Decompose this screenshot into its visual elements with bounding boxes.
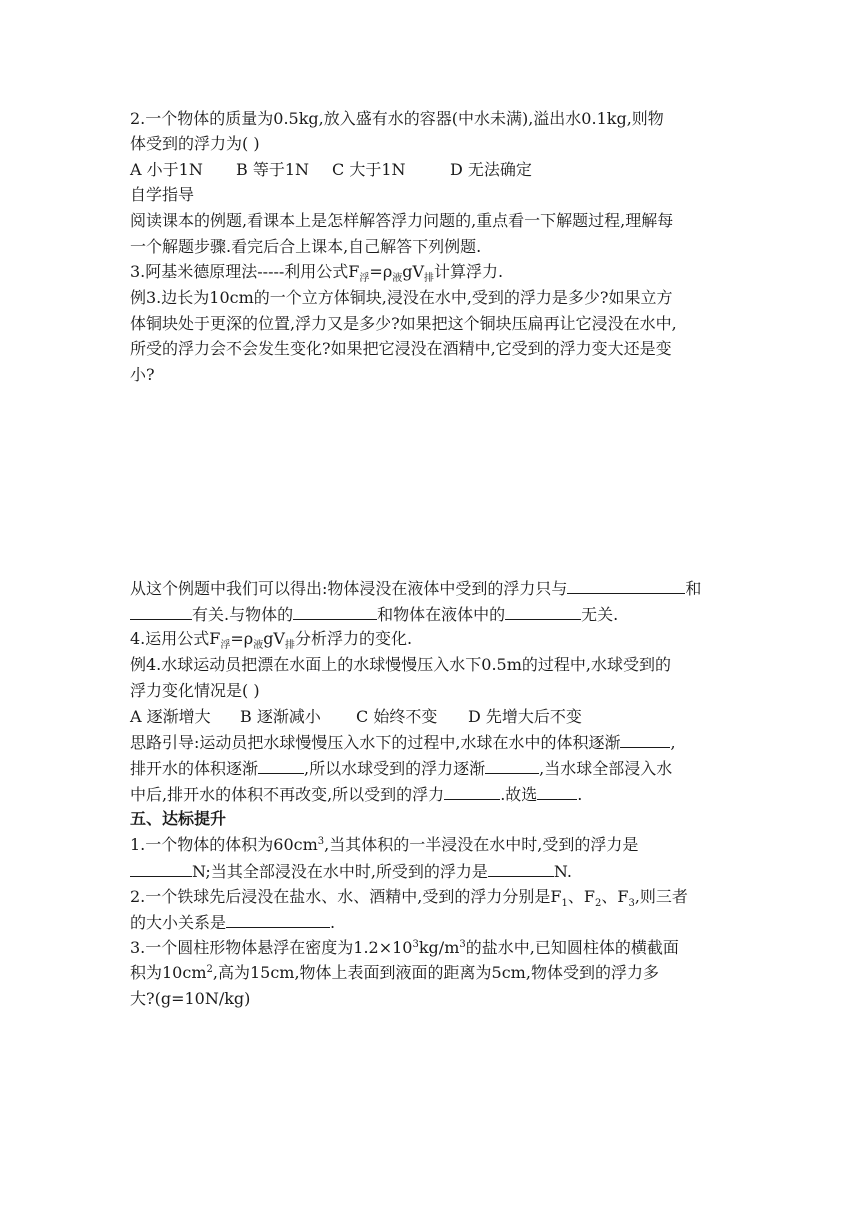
answer-blank[interactable] bbox=[537, 784, 577, 800]
section5-title: 五、达标提升 bbox=[130, 809, 227, 828]
hint-line1: 思路引导:运动员把水球慢慢压入水下的过程中,水球在水中的体积逐渐 , bbox=[130, 733, 676, 752]
answer-blank[interactable] bbox=[620, 732, 670, 748]
q2-line2: 体受到的浮力为( ) bbox=[130, 134, 260, 153]
p3-line3: 大?(g=10N/kg) bbox=[130, 989, 251, 1008]
q2-option-c: C 大于1N bbox=[332, 160, 406, 179]
hint-line2: 排开水的体积逐渐 ,所以水球受到的浮力逐渐 ,当水球全部浸入水 bbox=[130, 759, 673, 778]
self-study-line1: 阅读课本的例题,看课本上是怎样解答浮力问题的,重点看一下解题过程,理解每 bbox=[130, 211, 674, 230]
answer-blank[interactable] bbox=[505, 604, 581, 620]
answer-blank[interactable] bbox=[293, 604, 377, 620]
conclusion-line1: 从这个例题中我们可以得出:物体浸没在液体中受到的浮力只与 和 bbox=[130, 579, 702, 598]
answer-blank[interactable] bbox=[444, 784, 500, 800]
ex4-option-a: A 逐渐增大 bbox=[130, 707, 211, 726]
ex4-options bbox=[130, 707, 582, 727]
p2-line2: 的大小关系是 . bbox=[130, 913, 336, 932]
q2-options bbox=[130, 160, 532, 180]
sec3-heading: 3.阿基米德原理法-----利用公式$F_浮=\rho_液gV_排$计算浮力. bbox=[130, 262, 504, 284]
p3-line1: 3.一个圆柱形物体悬浮在密度为$1.2\times 10^3kg/m^3$的盐水中,已知圆柱体的横截面 bbox=[130, 938, 679, 957]
answer-blank[interactable] bbox=[258, 758, 304, 774]
q2-option-a: A 小于1N bbox=[130, 160, 203, 179]
answer-blank[interactable] bbox=[485, 758, 539, 774]
ex4-option-c: C 始终不变 bbox=[356, 707, 438, 726]
ex3-line3: 所受的浮力会不会发生变化?如果把它浸没在酒精中,它受到的浮力变大还是变 bbox=[130, 339, 672, 358]
conclusion-line2: 有关.与物体的 和物体在液体中的 无关. bbox=[130, 604, 618, 625]
self-study-title: 自学指导 bbox=[130, 185, 195, 204]
p2-line1: 2.一个铁球先后浸没在盐水、水、酒精中,受到的浮力分别是$F_1$、$F_2$、$F_3$,则三者 bbox=[130, 887, 688, 909]
answer-blank[interactable] bbox=[567, 578, 685, 594]
ex3-line2: 体铜块处于更深的位置,浮力又是多少?如果把这个铜块压扁再让它浸没在水中, bbox=[130, 314, 677, 333]
ex3-line1: 例3.边长为10cm的一个立方体铜块,浸没在水中,受到的浮力是多少?如果立方 bbox=[130, 288, 673, 307]
p1-line2: N;当其全部浸没在水中时,所受到的浮力是 N. bbox=[130, 861, 572, 882]
q2-option-b: B 等于1N bbox=[236, 160, 310, 179]
ex3-line4: 小? bbox=[130, 365, 155, 384]
ex4-option-b: B 逐渐减小 bbox=[240, 707, 321, 726]
q2-line1: 2.一个物体的质量为0.5kg,放入盛有水的容器(中水未满),溢出水0.1kg,则物 bbox=[130, 109, 664, 128]
answer-blank[interactable] bbox=[130, 604, 192, 620]
answer-blank[interactable] bbox=[226, 912, 330, 928]
self-study-line2: 一个解题步骤.看完后合上课本,自己解答下列例题. bbox=[130, 237, 482, 256]
ex4-option-d: D 先增大后不变 bbox=[468, 707, 582, 726]
sec4-heading: 4.运用公式$F_浮=\rho_液gV_排$分析浮力的变化. bbox=[130, 629, 413, 651]
p1-line1: 1.一个物体的体积为$60cm^3$,当其体积的一半浸没在水中时,受到的浮力是 bbox=[130, 835, 639, 854]
hint-line3: 中后,排开水的体积不再改变,所以受到的浮力 .故选 . bbox=[130, 785, 583, 804]
answer-blank[interactable] bbox=[488, 861, 554, 877]
q2-option-d: D 无法确定 bbox=[450, 160, 532, 179]
answer-blank[interactable] bbox=[130, 861, 192, 877]
ex4-line2: 浮力变化情况是( ) bbox=[130, 681, 260, 700]
p3-line2: 积为$10cm^2$,高为15cm,物体上表面到液面的距离为5cm,物体受到的浮力多 bbox=[130, 963, 659, 982]
ex4-line1: 例4.水球运动员把漂在水面上的水球慢慢压入水下0.5m的过程中,水球受到的 bbox=[130, 655, 671, 674]
